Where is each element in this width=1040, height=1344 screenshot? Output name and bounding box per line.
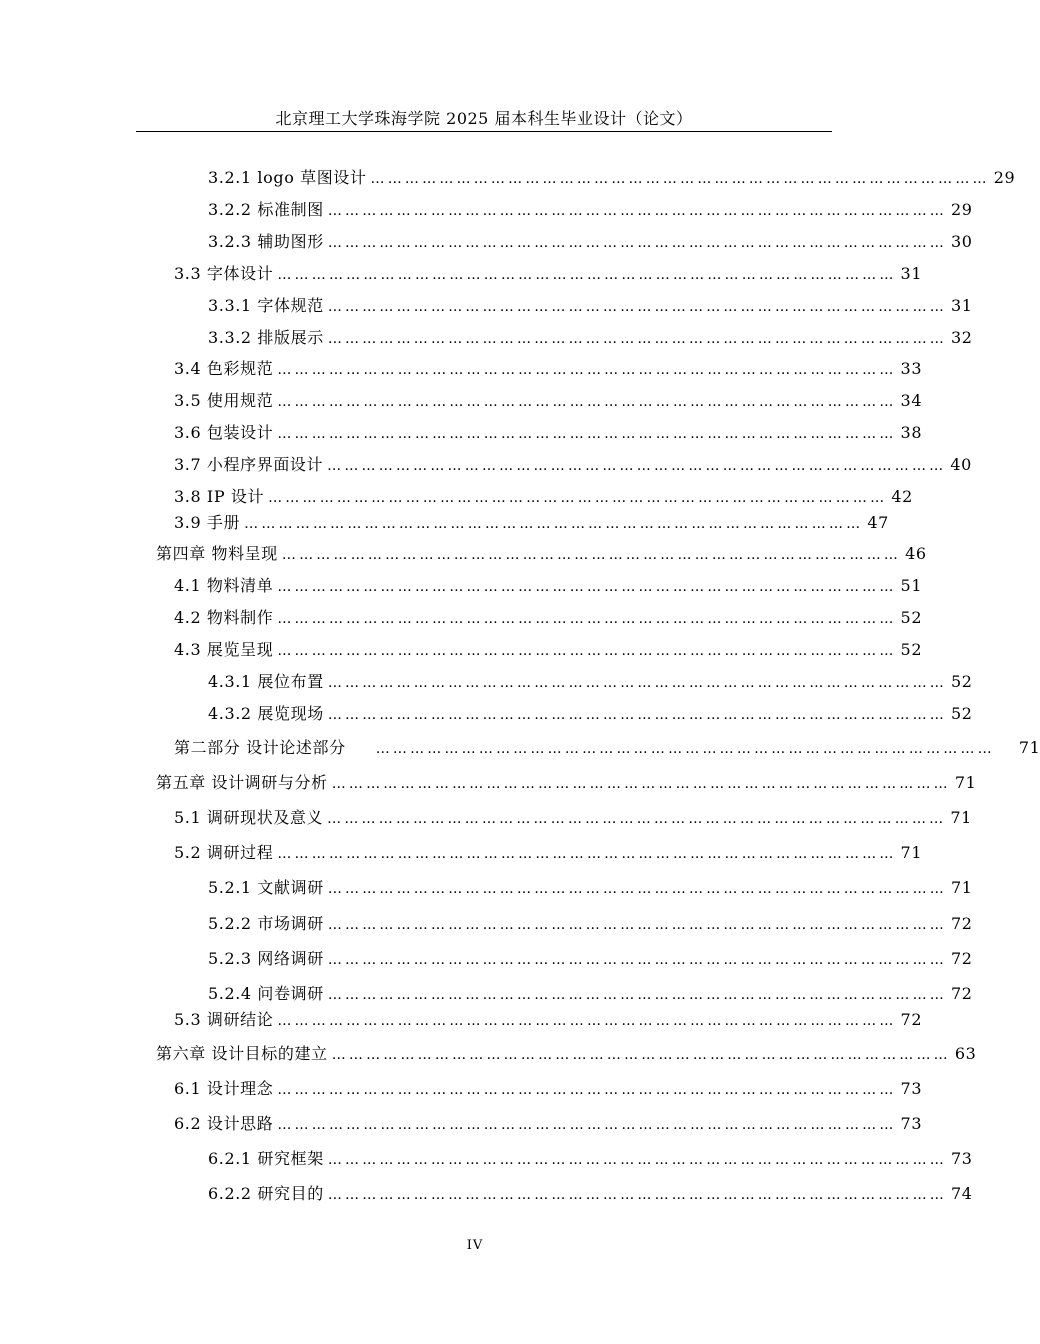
toc-entry[interactable] bbox=[174, 808, 972, 828]
toc-leader-dots: ……………………………………………………………………………………………… bbox=[277, 579, 897, 595]
header-divider bbox=[136, 131, 832, 132]
toc-entry-page: 52 bbox=[951, 704, 973, 723]
toc-leader-dots: ……………………………………………………………………………………………… bbox=[268, 490, 888, 506]
toc-entry-title: 4.3 展览呈现 bbox=[174, 640, 274, 659]
toc-entry-page: 47 bbox=[867, 513, 889, 532]
toc-leader-dots: ……………………………………………………………………………………………… bbox=[327, 1187, 948, 1203]
toc-entry-title: 3.2.2 标准制图 bbox=[208, 200, 324, 219]
toc-leader-dots: ……………………………………………………………………………………………… bbox=[277, 611, 897, 627]
toc-entry-title: 5.2 调研过程 bbox=[174, 843, 274, 862]
toc-entry-title: 3.3.1 字体规范 bbox=[208, 296, 324, 315]
toc-leader-dots: ……………………………………………………………………………………………… bbox=[277, 1082, 897, 1098]
toc-entry[interactable] bbox=[174, 843, 923, 863]
toc-leader-dots: ……………………………………………………………………………………………… bbox=[327, 1152, 948, 1168]
toc-leader-dots: ……………………………………………………………………………………………… bbox=[244, 516, 864, 532]
toc-entry[interactable] bbox=[208, 878, 973, 898]
toc-entry-title: 第六章 设计目标的建立 bbox=[156, 1044, 328, 1063]
toc-entry-page: 72 bbox=[900, 1010, 923, 1029]
toc-entry-title: 3.2.3 辅助图形 bbox=[208, 232, 324, 251]
toc-entry-page: 32 bbox=[951, 328, 973, 347]
toc-entry-page: 71 bbox=[954, 773, 977, 792]
toc-entry-page: 52 bbox=[900, 608, 923, 627]
toc-leader-dots: ……………………………………………………………………………………………… bbox=[327, 881, 948, 897]
toc-entry-title: 3.4 色彩规范 bbox=[174, 359, 274, 378]
toc-entry[interactable] bbox=[208, 672, 973, 692]
toc-entry[interactable] bbox=[208, 984, 973, 1004]
toc-entry-page: 72 bbox=[951, 949, 973, 968]
toc-leader-dots: ……………………………………………………………………………………………… bbox=[277, 1117, 897, 1133]
toc-entry[interactable] bbox=[174, 1079, 923, 1099]
toc-entry[interactable] bbox=[208, 949, 973, 969]
toc-entry-page: 73 bbox=[900, 1114, 923, 1133]
toc-entry[interactable] bbox=[174, 1010, 923, 1030]
toc-entry-title: 4.2 物料制作 bbox=[174, 608, 274, 627]
toc-entry-page: 33 bbox=[900, 359, 923, 378]
toc-entry[interactable] bbox=[208, 1149, 973, 1169]
toc-entry[interactable] bbox=[174, 359, 923, 379]
toc-entry-title: 3.8 IP 设计 bbox=[174, 487, 265, 506]
toc-entry-title: 5.2.4 问卷调研 bbox=[208, 984, 324, 1003]
toc-entry-page: 71 bbox=[900, 843, 923, 862]
toc-entry-title: 4.3.2 展览现场 bbox=[208, 704, 324, 723]
toc-entry[interactable] bbox=[208, 704, 973, 724]
toc-entry-page: 29 bbox=[993, 168, 1016, 187]
toc-entry-title: 3.6 包装设计 bbox=[174, 423, 274, 442]
toc-leader-dots: ……………………………………………………………………………………………… bbox=[327, 331, 948, 347]
toc-entry[interactable] bbox=[156, 1044, 977, 1064]
toc-entry[interactable] bbox=[174, 1114, 923, 1134]
toc-entry[interactable] bbox=[174, 391, 923, 411]
toc-leader-dots: ……………………………………………………………………………………………… bbox=[331, 776, 951, 792]
toc-leader-dots: ……………………………………………………………………………………………… bbox=[277, 362, 897, 378]
toc-leader-dots: ……………………………………………………………………………………………… bbox=[281, 547, 902, 563]
toc-entry[interactable] bbox=[208, 328, 973, 348]
toc-entry-title: 第四章 物料呈现 bbox=[156, 544, 278, 563]
toc-leader-dots: ……………………………………………………………………………………………… bbox=[277, 1013, 897, 1029]
toc-leader-dots: ……………………………………………………………………………………………… bbox=[331, 1047, 951, 1063]
toc-entry-title: 6.2.1 研究框架 bbox=[208, 1149, 324, 1168]
toc-entry-page: 52 bbox=[900, 640, 923, 659]
toc-entry[interactable] bbox=[208, 914, 973, 934]
toc-leader-dots: ……………………………………………………………………………………………… bbox=[327, 707, 948, 723]
toc-entry[interactable] bbox=[156, 773, 977, 793]
toc-entry-title: 3.3.2 排版展示 bbox=[208, 328, 324, 347]
toc-entry-page: 31 bbox=[951, 296, 973, 315]
toc-entry-title: 3.2.1 logo 草图设计 bbox=[208, 168, 367, 187]
toc-entry-title: 5.2.3 网络调研 bbox=[208, 949, 324, 968]
toc-entry-title: 6.2.2 研究目的 bbox=[208, 1184, 324, 1203]
toc-entry-page: 71 bbox=[950, 808, 972, 827]
toc-entry-page: 71 bbox=[951, 878, 973, 897]
toc-entry-page: 71 bbox=[1018, 738, 1040, 757]
toc-leader-dots: ……………………………………………………………………………………………… bbox=[327, 458, 947, 474]
toc-entry[interactable] bbox=[174, 513, 889, 533]
toc-entry-title: 5.1 调研现状及意义 bbox=[174, 808, 324, 827]
toc-entry-title: 4.3.1 展位布置 bbox=[208, 672, 324, 691]
toc-entry[interactable] bbox=[174, 738, 1040, 758]
toc-entry-title: 5.3 调研结论 bbox=[174, 1010, 274, 1029]
toc-entry-title: 3.7 小程序界面设计 bbox=[174, 455, 324, 474]
toc-entry-page: 51 bbox=[900, 576, 923, 595]
toc-leader-dots: ……………………………………………………………………………………………… bbox=[327, 952, 948, 968]
toc-entry-title: 4.1 物料清单 bbox=[174, 576, 274, 595]
toc-entry-page: 72 bbox=[951, 914, 973, 933]
toc-entry-page: 34 bbox=[900, 391, 923, 410]
toc-entry[interactable] bbox=[174, 423, 923, 443]
toc-entry-page: 46 bbox=[905, 544, 927, 563]
page-header: 北京理工大学珠海学院 2025 届本科生毕业设计（论文） bbox=[275, 109, 693, 128]
toc-entry-page: 73 bbox=[900, 1079, 923, 1098]
toc-entry-page: 38 bbox=[900, 423, 923, 442]
toc-entry-page: 73 bbox=[951, 1149, 973, 1168]
toc-leader-dots: ……………………………………………………………………………………………… bbox=[327, 987, 948, 1003]
toc-entry[interactable] bbox=[208, 232, 973, 252]
toc-entry-title: 3.3 字体设计 bbox=[174, 264, 274, 283]
toc-leader-dots: ……………………………………………………………………………………………… bbox=[375, 741, 995, 757]
toc-entry-page: 40 bbox=[950, 455, 972, 474]
toc-entry-page: 42 bbox=[891, 487, 913, 506]
toc-entry-title: 5.2.1 文献调研 bbox=[208, 878, 324, 897]
toc-entry[interactable] bbox=[208, 296, 973, 316]
toc-entry-title: 5.2.2 市场调研 bbox=[208, 914, 324, 933]
toc-entry[interactable] bbox=[208, 168, 1016, 188]
toc-leader-dots: ……………………………………………………………………………………………… bbox=[327, 235, 948, 251]
toc-entry-page: 72 bbox=[951, 984, 973, 1003]
toc-leader-dots: ……………………………………………………………………………………………… bbox=[277, 426, 897, 442]
toc-entry[interactable] bbox=[208, 1184, 973, 1204]
toc-entry-page: 29 bbox=[951, 200, 973, 219]
toc-entry-page: 63 bbox=[954, 1044, 977, 1063]
toc-leader-dots: ……………………………………………………………………………………………… bbox=[327, 299, 948, 315]
toc-leader-dots: ……………………………………………………………………………………………… bbox=[327, 203, 948, 219]
toc-leader-dots: ……………………………………………………………………………………………… bbox=[277, 643, 897, 659]
toc-entry[interactable] bbox=[174, 640, 923, 660]
page-number: IV bbox=[466, 1238, 484, 1253]
toc-entry-page: 31 bbox=[900, 264, 923, 283]
toc-entry[interactable] bbox=[174, 455, 972, 475]
toc-leader-dots: ……………………………………………………………………………………………… bbox=[327, 675, 948, 691]
toc-entry-page: 74 bbox=[951, 1184, 973, 1203]
toc-entry-title: 3.9 手册 bbox=[174, 513, 241, 532]
toc-entry-title: 6.1 设计理念 bbox=[174, 1079, 274, 1098]
toc-entry-title: 第二部分 设计论述部分 bbox=[174, 738, 346, 757]
toc-entry-title: 第五章 设计调研与分析 bbox=[156, 773, 328, 792]
toc-entry-page: 52 bbox=[951, 672, 973, 691]
toc-leader-dots: ……………………………………………………………………………………………… bbox=[277, 394, 897, 410]
toc-entry[interactable] bbox=[208, 200, 973, 220]
toc-leader-dots: ……………………………………………………………………………………………… bbox=[370, 171, 990, 187]
toc-entry[interactable] bbox=[156, 544, 927, 564]
toc-leader-dots: ……………………………………………………………………………………………… bbox=[277, 846, 897, 862]
toc-leader-dots: ……………………………………………………………………………………………… bbox=[277, 267, 897, 283]
toc-entry-page: 30 bbox=[951, 232, 973, 251]
toc-entry-title: 3.5 使用规范 bbox=[174, 391, 274, 410]
toc-entry[interactable] bbox=[174, 264, 923, 284]
toc-entry[interactable] bbox=[174, 576, 923, 596]
toc-entry-title: 6.2 设计思路 bbox=[174, 1114, 274, 1133]
toc-leader-dots: ……………………………………………………………………………………………… bbox=[327, 917, 948, 933]
toc-entry[interactable] bbox=[174, 608, 923, 628]
toc-leader-dots: ……………………………………………………………………………………………… bbox=[327, 811, 947, 827]
toc-entry[interactable] bbox=[174, 487, 913, 507]
